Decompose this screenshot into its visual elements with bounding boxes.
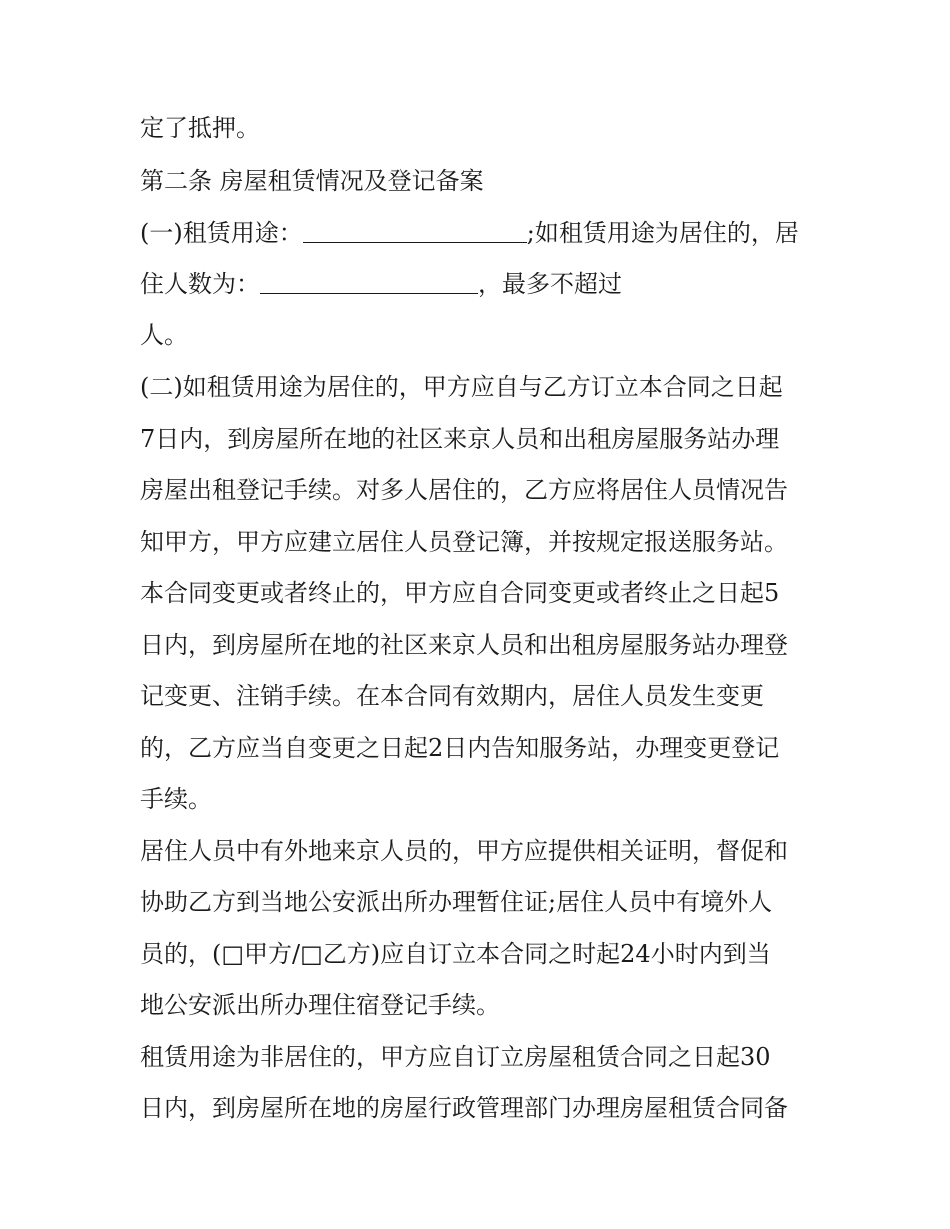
paragraph-line: 地公安派出所办理住宿登记手续。 — [140, 991, 500, 1019]
occupant-label: 住人数为： — [140, 270, 260, 298]
paragraph-line: 租赁用途为非居住的，甲方应自订立房屋租赁合同之日起30 — [140, 1043, 771, 1071]
paragraph-line: 员的，(□甲方/□乙方)应自订立本合同之时起24小时内到当 — [140, 940, 771, 968]
clause-1-label: (一)租赁用途： — [140, 219, 303, 247]
paragraph-line: 房屋出租登记手续。对多人居住的，乙方应将居住人员情况告 — [140, 476, 788, 504]
clause-1-line: 人。 — [140, 321, 188, 349]
occupant-count-blank-field — [260, 269, 478, 294]
section-heading: 第二条 房屋租赁情况及登记备案 — [140, 167, 484, 195]
text-line: 定了抵押。 — [140, 114, 260, 142]
paragraph-line: 日内，到房屋所在地的社区来京人员和出租房屋服务站办理登 — [140, 631, 788, 659]
paragraph-line: (二)如租赁用途为居住的，甲方应自与乙方订立本合同之日起 — [140, 373, 783, 401]
paragraph-line: 知甲方，甲方应建立居住人员登记簿，并按规定报送服务站。 — [140, 528, 788, 556]
clause-1-line — [140, 218, 820, 248]
clause-1-line — [140, 269, 820, 299]
paragraph-line: 日内，到房屋所在地的房屋行政管理部门办理房屋租赁合同备 — [140, 1094, 788, 1122]
usage-blank-field — [303, 218, 527, 243]
paragraph-line: 7日内，到房屋所在地的社区来京人员和出租房屋服务站办理 — [140, 425, 780, 453]
clause-1-text: ;如租赁用途为居住的，居 — [526, 219, 799, 247]
paragraph-line: 本合同变更或者终止的，甲方应自合同变更或者终止之日起5 — [140, 579, 780, 607]
paragraph-line: 手续。 — [140, 785, 212, 813]
paragraph-line: 记变更、注销手续。在本合同有效期内，居住人员发生变更 — [140, 682, 764, 710]
occupant-max-text: ，最多不超过 — [478, 270, 622, 298]
paragraph-line: 协助乙方到当地公安派出所办理暂住证;居住人员中有境外人 — [140, 888, 773, 916]
paragraph-line: 居住人员中有外地来京人员的，甲方应提供相关证明，督促和 — [140, 837, 788, 865]
paragraph-line: 的，乙方应当自变更之日起2日内告知服务站，办理变更登记 — [140, 734, 780, 762]
